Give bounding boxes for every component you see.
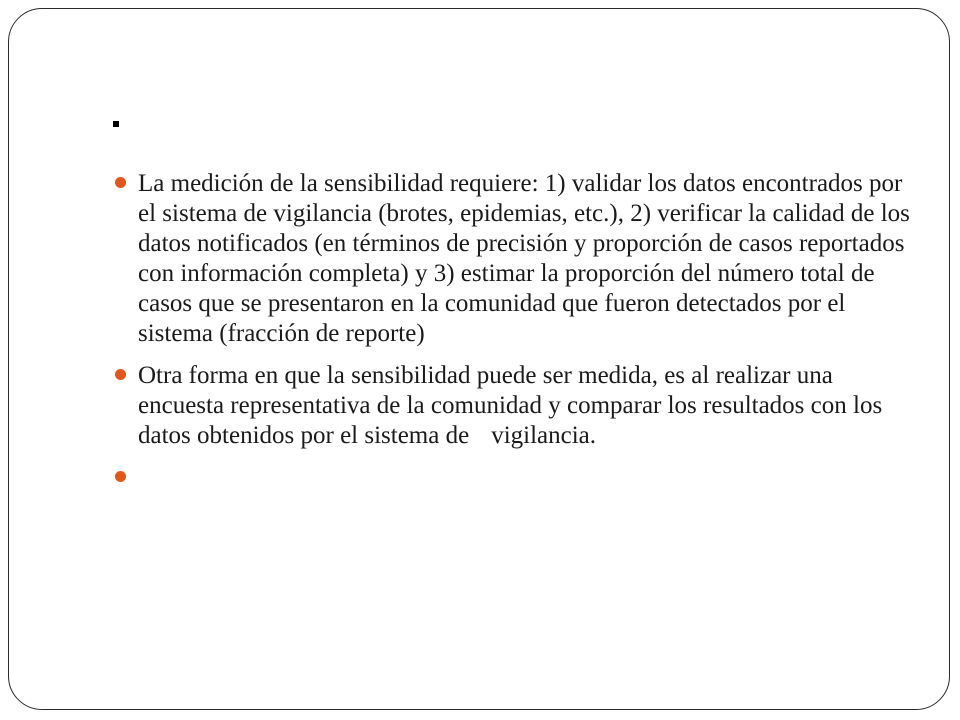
bullet-list bbox=[115, 169, 915, 505]
list-item bbox=[115, 169, 915, 349]
bullet-icon bbox=[115, 471, 126, 482]
list-item-text: Otra forma en que la sensibilidad puede ser medida, es al realizar una encuesta representativa de la comunidad y comparar los resultados con los datos obtenidos por el sistema de bbox=[138, 362, 883, 449]
slide-frame bbox=[8, 8, 950, 710]
list-item-text-end: vigilancia. bbox=[491, 422, 597, 449]
list-item bbox=[115, 361, 915, 451]
list-item-empty bbox=[115, 463, 915, 493]
bullet-icon bbox=[115, 177, 126, 188]
bullet-icon bbox=[115, 369, 126, 380]
list-item-text: La medición de la sensibilidad requiere: 1) validar los datos encontrados por el sistema de vigilancia (brotes, epidemias, etc.), 2) verificar la calidad de los datos notificados (en términos de precisión y proporción de casos reportados con información completa) y 3) estimar la proporción del número total de casos que se presentaron en la comunidad que fueron detectados por el sistema (fracción de reporte) bbox=[138, 170, 910, 347]
title-marker bbox=[113, 121, 119, 127]
